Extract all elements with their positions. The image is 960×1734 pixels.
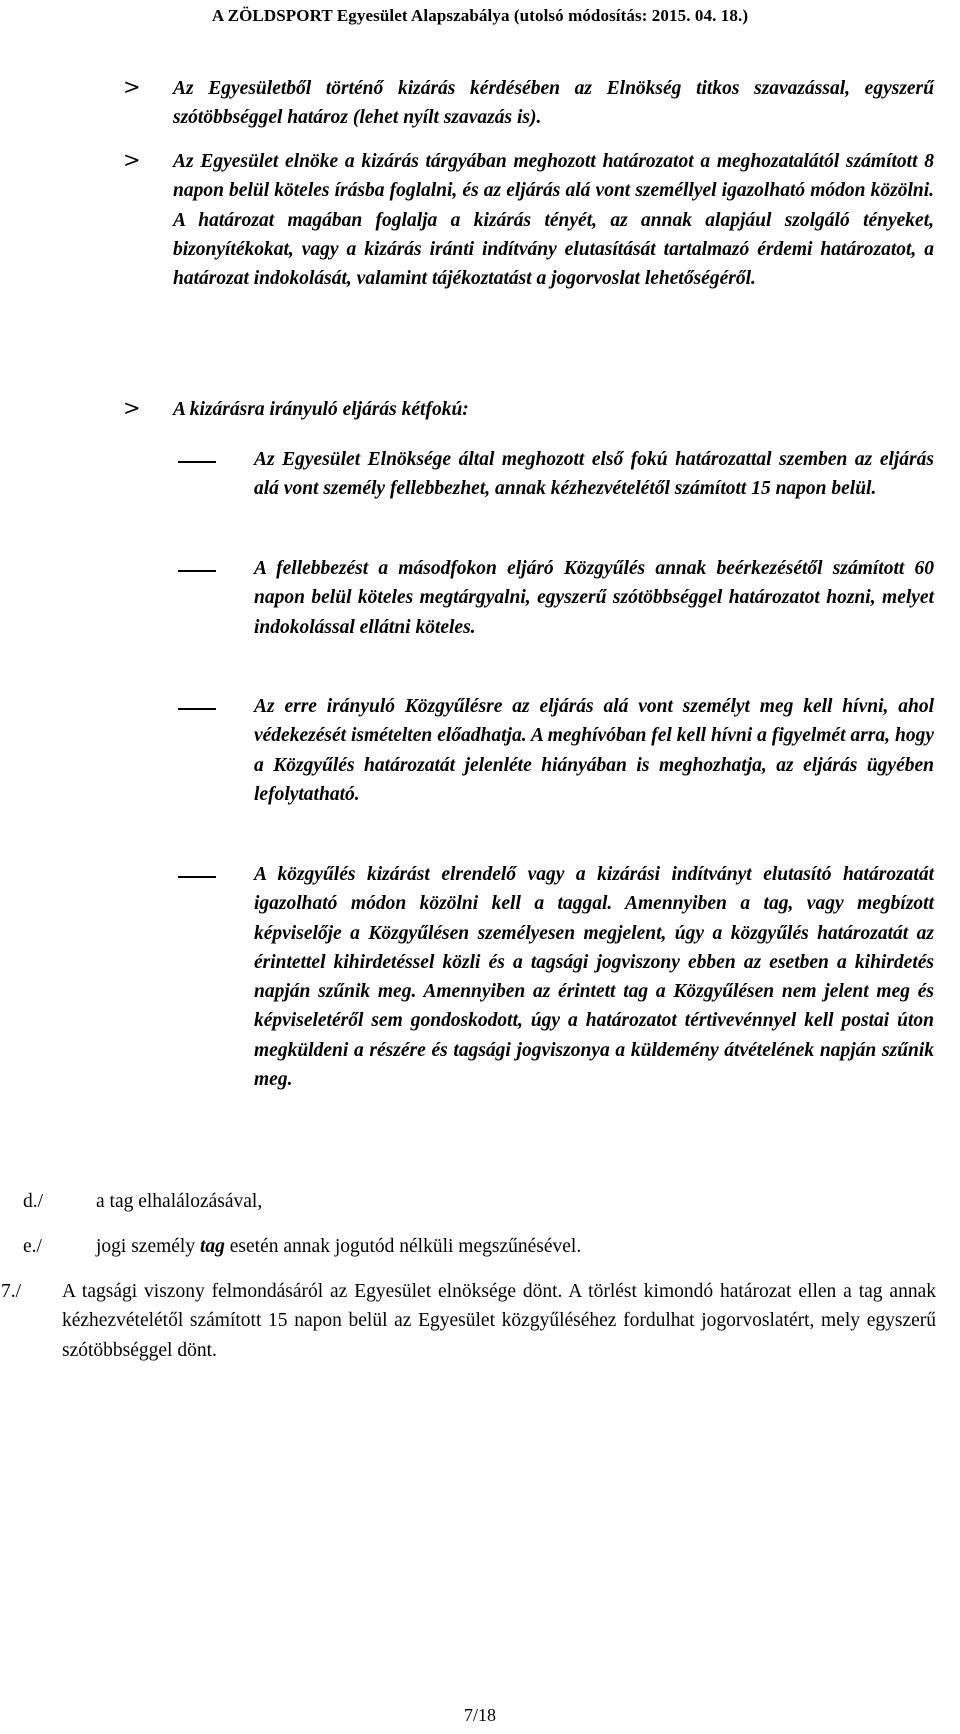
- dash-marker: [178, 570, 216, 572]
- dash-marker: [178, 876, 216, 878]
- sub-paragraph-3: Az erre irányuló Közgyűlésre az eljárás alá vont személyt meg kell hívni, ahol védekezését ismételten előadhatja. A meghívóban fel kell hívni a figyelmét arra, hogy a Közgyűlés határozatát jelenléte hiányában is meghozhatja, az eljárás ügyében lefolytatható.: [254, 696, 934, 805]
- item-label-d: d./: [23, 1191, 44, 1212]
- item-text-e-emph: tag: [199, 1236, 225, 1257]
- bullet-marker: >: [123, 148, 141, 172]
- section-label-7: 7./: [1, 1281, 22, 1302]
- bullet-marker: >: [123, 75, 141, 99]
- item-text-e: [96, 1232, 581, 1261]
- bullet-paragraph-2: Az Egyesület elnöke a kizárás tárgyában meghozott határozatot a meghozatalától számított 8 napon belül köteles írásba foglalni, és az eljárás alá vont személlyel igazolható módon közölni. A határozat magában foglalja a kizárás tényét, az annak alapjául szolgáló tényeket, bizonyítékokat, vagy a kizárás iránti indítvány elutasítását tartalmazó érdemi határozatot, a határozat indokolását, valamint tájékoztatást a jogorvoslat lehetőségéről.: [173, 151, 934, 290]
- item-text-d: a tag elhalálozásával,: [96, 1191, 263, 1212]
- bullet-paragraph-3: A kizárásra irányuló eljárás kétfokú:: [173, 399, 469, 420]
- bullet-marker: >: [123, 396, 141, 420]
- section-paragraph-7: A tagsági viszony felmondásáról az Egyesület elnöksége dönt. A törlést kimondó határozat ellen a tag annak kézhezvételétől számított 15 napon belül az Egyesület közgyűléséhez fordulhat jogorvoslatért, mely egyszerű szótöbbséggel dönt.: [62, 1281, 936, 1361]
- dash-marker: [178, 461, 216, 463]
- item-text-e-before: jogi személy: [96, 1236, 200, 1257]
- sub-paragraph-4: A közgyűlés kizárást elrendelő vagy a kizárási indítványt elutasító határozatát igazolható módon közölni kell a taggal. Amennyiben a tag, vagy megbízott képviselője a Közgyűlésen személyesen megjelent, úgy a közgyűlés határozatát az érintettel kihirdetéssel közli és a tagsági jogviszony ebben az esetben a kihirdetés napján szűnik meg. Amennyiben az érintett tag a Közgyűlésen nem jelent meg és képviseletéről sem gondoskodott, úgy a határozatot tértivevénnyel kell postai úton megküldeni a részére és tagsági jogviszonya a küldemény átvételének napján szűnik meg.: [254, 864, 934, 1091]
- page-number: 7/18: [463, 1705, 496, 1725]
- dash-marker: [178, 708, 216, 710]
- item-label-e: e./: [23, 1236, 42, 1257]
- bullet-paragraph-1: Az Egyesületből történő kizárás kérdésében az Elnökség titkos szavazással, egyszerű szótöbbséggel határoz (lehet nyílt szavazás is).: [173, 78, 934, 129]
- document-header: A ZÖLDSPORT Egyesület Alapszabálya (utolsó módosítás: 2015. 04. 18.): [211, 6, 749, 25]
- item-text-e-after: esetén annak jogutód nélküli megszűnésével.: [224, 1236, 582, 1257]
- sub-paragraph-2: A fellebbezést a másodfokon eljáró Közgyűlés annak beérkezésétől számított 60 napon belül köteles megtárgyalni, egyszerű szótöbbséggel határozatot hozni, melyet indokolással ellátni köteles.: [254, 558, 934, 638]
- sub-paragraph-1: Az Egyesület Elnöksége által meghozott első fokú határozattal szemben az eljárás alá vont személy fellebbezhet, annak kézhezvételétől számított 15 napon belül.: [254, 449, 934, 500]
